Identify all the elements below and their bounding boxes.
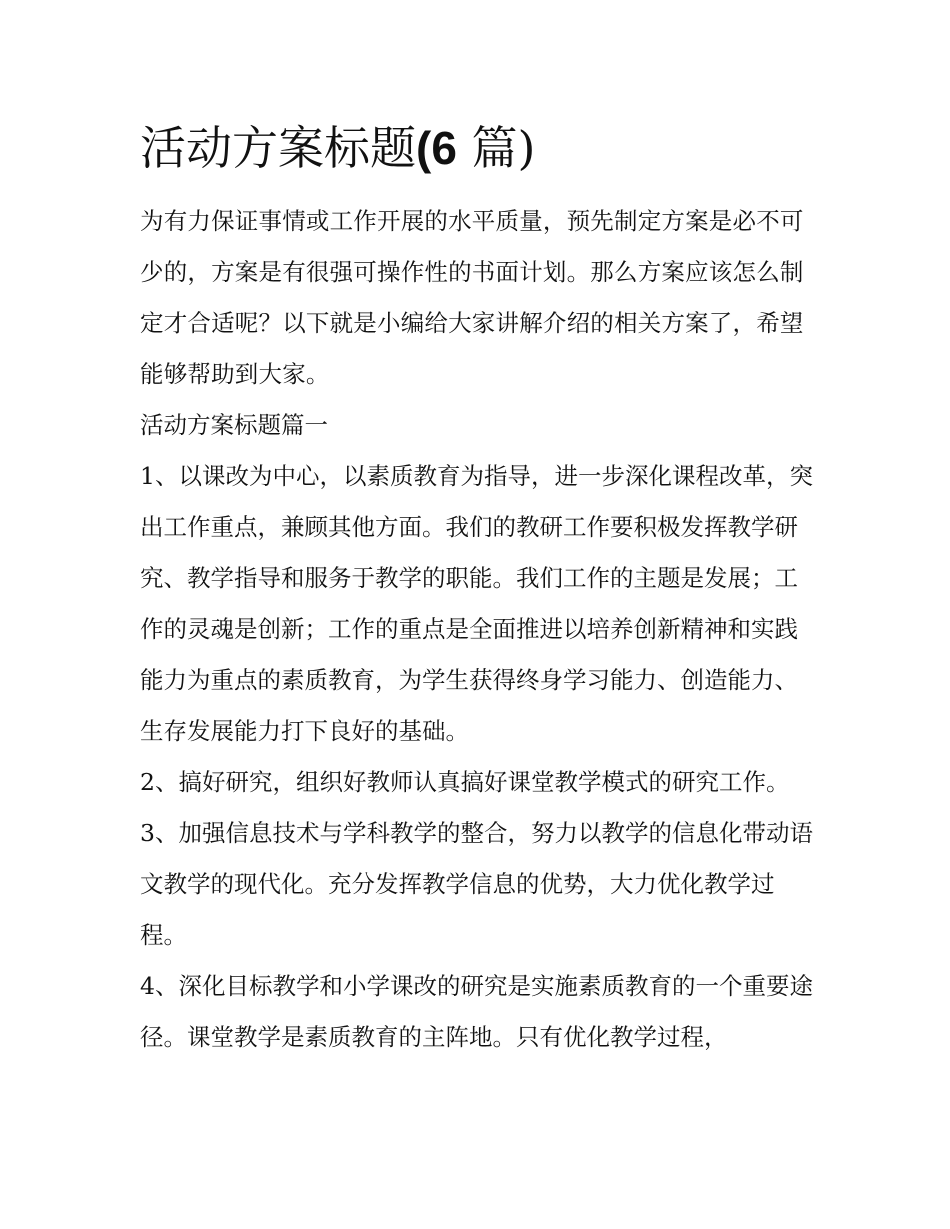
title-count: 6 bbox=[431, 122, 457, 174]
list-item-1: 1、以课改为中心，以素质教育为指导，进一步深化课程改革，突出工作重点，兼顾其他方面。我们的教研工作要积极发挥教学研究、教学指导和服务于教学的职能。我们工作的主题是发展；工作的灵魂是创新；工作的重点是全面推进以培养创新精神和实践能力为重点的素质教育，为学生获得终身学习能力、创造能力、生存发展能力打下良好的基础。 bbox=[140, 462, 813, 745]
intro-paragraph: 为有力保证事情或工作开展的水平质量，预先制定方案是必不可少的，方案是有很强可操作性的书面计划。那么方案应该怎么制定才合适呢？以下就是小编给大家讲解介绍的相关方案了，希望能够帮助到大家。 bbox=[140, 207, 804, 388]
document-body bbox=[140, 196, 820, 1063]
title-unit: 篇) bbox=[456, 121, 536, 175]
title-main: 活动方案标题 bbox=[140, 121, 416, 175]
list-item-3: 3、加强信息技术与学科教学的整合，努力以教学的信息化带动语文教学的现代化。充分发挥教学信息的优势，大力优化教学过程。 bbox=[140, 819, 813, 949]
list-item-4: 4、深化目标教学和小学课改的研究是实施素质教育的一个重要途径。课堂教学是素质教育的主阵地。只有优化教学过程， bbox=[140, 972, 813, 1051]
section-heading: 活动方案标题篇一 bbox=[140, 411, 328, 439]
list-item-2: 2、搞好研究，组织好教师认真搞好课堂教学模式的研究工作。 bbox=[140, 768, 790, 796]
title-paren-open: ( bbox=[416, 122, 432, 174]
page-title bbox=[140, 116, 536, 180]
